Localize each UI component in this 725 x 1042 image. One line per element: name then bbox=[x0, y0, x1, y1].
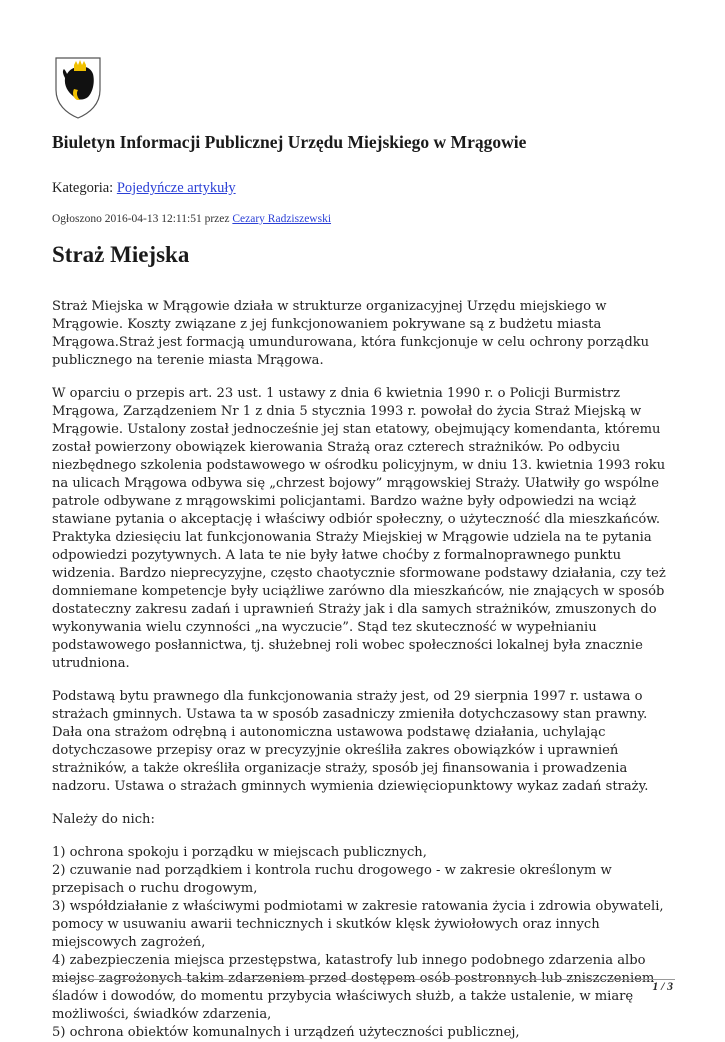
category-label: Kategoria: bbox=[52, 180, 114, 196]
list-item: 4) zabezpieczenia miejsca przestępstwa, katastrofy lub innego podobnego zdarzenia albo miejsc zagrożonych takim zdarzeniem przed dostępem osób postronnych lub zniszczeniem śladów i dowodów, do momentu przybycia właściwych służb, a także ustalenie, w miarę możliwości, świadków zdarzenia, bbox=[52, 953, 655, 1022]
coat-of-arms-icon bbox=[52, 56, 104, 120]
post-meta-prefix: Ogłoszono 2016-04-13 12:11:51 przez bbox=[52, 213, 230, 225]
list-item: 1) ochrona spokoju i porządku w miejscach publicznych, bbox=[52, 845, 427, 860]
post-meta bbox=[52, 213, 331, 225]
site-title: Biuletyn Informacji Publicznej Urzędu Miejskiego w Mrągowie bbox=[52, 132, 527, 152]
list-item: 3) współdziałanie z właściwymi podmiotami w zakresie ratowania życia i zdrowia obywateli, pomocy w usuwaniu awarii technicznych i skutków klęsk żywiołowych oraz innych miejscowych zagrożeń, bbox=[52, 899, 664, 950]
paragraph: W oparciu o przepis art. 23 ust. 1 ustawy z dnia 6 kwietnia 1990 r. o Policji Burmistrz Mrągowa, Zarządzeniem Nr 1 z dnia 5 stycznia 1993 r. powołał do życia Straż Miejską w Mrągowie. Ustalony został jednocześnie jej stan etatowy, obejmujący komendanta, któremu został powierzony obowiązek kierowania Strażą oraz czterech strażników. Po odbyciu niezbędnego szkolenia podstawowego w ośrodku policyjnym, w dniu 13. kwietnia 1993 roku na ulicach Mrągowa odbywa się „chrzest bojowy” mrągowskiej Straży. Ułatwiły go wspólne patrole odbywane z mrągowskimi policjantami. Bardzo ważne były odpowiedzi na wciąż stawiane pytania o akceptację i właściwy odbiór społeczny, o użyteczność dla mieszkańców. Praktyka dziesięciu lat funkcjonowania Straży Miejskiej w Mrągowie udziela na te pytania odpowiedzi pozytywnych. A lata te nie były łatwe choćby z formalnoprawnego punktu widzenia. Bardzo nieprecyzyjne, często chaotycznie sformowane podstawy działania, czy też domniemane kompetencje były uciążliwe zarówno dla mieszkańców, nie znających w sposób dostateczny zakresu zadań i uprawnień Straży jak i dla samych strażników, zmuszonych do wykonywania wielu czynności „na wyczucie”. Stąd tez skuteczność w wypełnianiu podstawowego posłannictwa, tj. służebnej roli wobec społeczności lokalnej była znacznie utrudniona. bbox=[52, 386, 666, 671]
author-link[interactable]: Cezary Radziszewski bbox=[232, 213, 332, 225]
list-intro: Należy do nich: bbox=[52, 812, 155, 827]
category-link[interactable]: Pojedyńcze artykuły bbox=[116, 180, 236, 196]
page-number: 1 / 3 bbox=[652, 981, 673, 993]
paragraph: Podstawą bytu prawnego dla funkcjonowania straży jest, od 29 sierpnia 1997 r. ustawa o strażach gminnych. Ustawa ta w sposób zasadniczy zmieniła dotychczasowy stan prawny. Dała ona strażom odrębną i autonomiczna ustawowa podstawę działania, uchylając dotychczasowe przepisy oraz w precyzyjnie określiła zakres obowiązków i uprawnień strażników, a także określiła organizacje straży, sposób jej finansowania i prowadzenia nadzoru. Ustawa o strażach gminnych wymienia dziewięciopunktowy wykaz zadań straży. bbox=[52, 689, 649, 794]
article-title: Straż Miejska bbox=[52, 242, 190, 267]
footer-divider bbox=[52, 979, 675, 980]
duties-list bbox=[52, 844, 675, 1042]
list-item: 2) czuwanie nad porządkiem i kontrola ruchu drogowego - w zakresie określonym w przepisach o ruchu drogowym, bbox=[52, 863, 612, 896]
paragraph: Straż Miejska w Mrągowie działa w strukturze organizacyjnej Urzędu miejskiego w Mrągowie. Koszty związane z jej funkcjonowaniem pokrywane są z budżetu miasta Mrągowa.Straż jest formacją umundurowana, która funkcjonuje w celu ochrony porządku publicznego na terenie miasta Mrągowa. bbox=[52, 299, 650, 368]
list-item: 5) ochrona obiektów komunalnych i urządzeń użyteczności publicznej, bbox=[52, 1025, 520, 1040]
article-body bbox=[52, 298, 675, 1042]
category-line bbox=[52, 180, 236, 197]
